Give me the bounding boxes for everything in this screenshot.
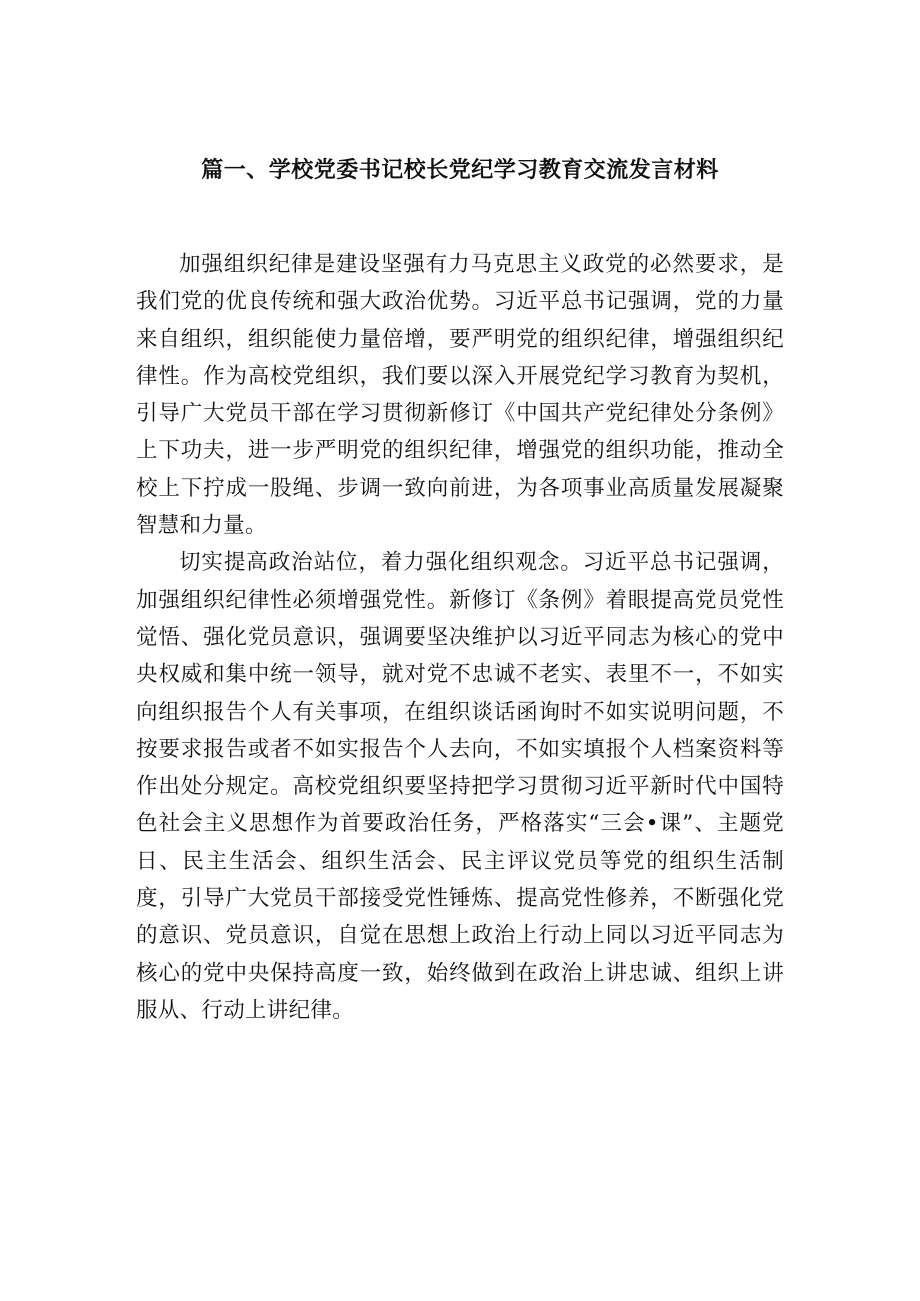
paragraph-1: 加强组织纪律是建设坚强有力马克思主义政党的必然要求，是我们党的优良传统和强大政治优势。习近平总书记强调，党的力量来自组织，组织能使力量倍增，要严明党的组织纪律，增强组织纪律性。作为高校党组织，我们要以深入开展党纪学习教育为契机，引导广大党员干部在学习贯彻新修订《中国共产党纪律处分条例》上下功夫，进一步严明党的组织纪律，增强党的组织功能，推动全校上下拧成一股绳、步调一致向前进，为各项事业高质量发展凝聚智慧和力量。 [136,252,784,539]
document-title: 篇一、学校党委书记校长党纪学习教育交流发言材料 [201,157,719,183]
document-body [136,246,784,1029]
paragraph-2: 切实提高政治站位，着力强化组织观念。习近平总书记强调，加强组织纪律性必须增强党性。新修订《条例》着眼提高党员党性觉悟、强化党员意识，强调要坚决维护以习近平同志为核心的党中央权威和集中统一领导，就对党不忠诚不老实、表里不一，不如实向组织报告个人有关事项，在组织谈话函询时不如实说明问题，不按要求报告或者不如实报告个人去向，不如实填报个人档案资料等作出处分规定。高校党组织要坚持把学习贯彻习近平新时代中国特色社会主义思想作为首要政治任务，严格落实“三会•课”、主题党日、民主生活会、组织生活会、民主评议党员等党的组织生活制度，引导广大党员干部接受党性锤炼、提高党性修养，不断强化党的意识、党员意识，自觉在思想上政治上行动上同以习近平同志为核心的党中央保持高度一致，始终做到在政治上讲忠诚、组织上讲服从、行动上讲纪律。 [136,550,784,1023]
